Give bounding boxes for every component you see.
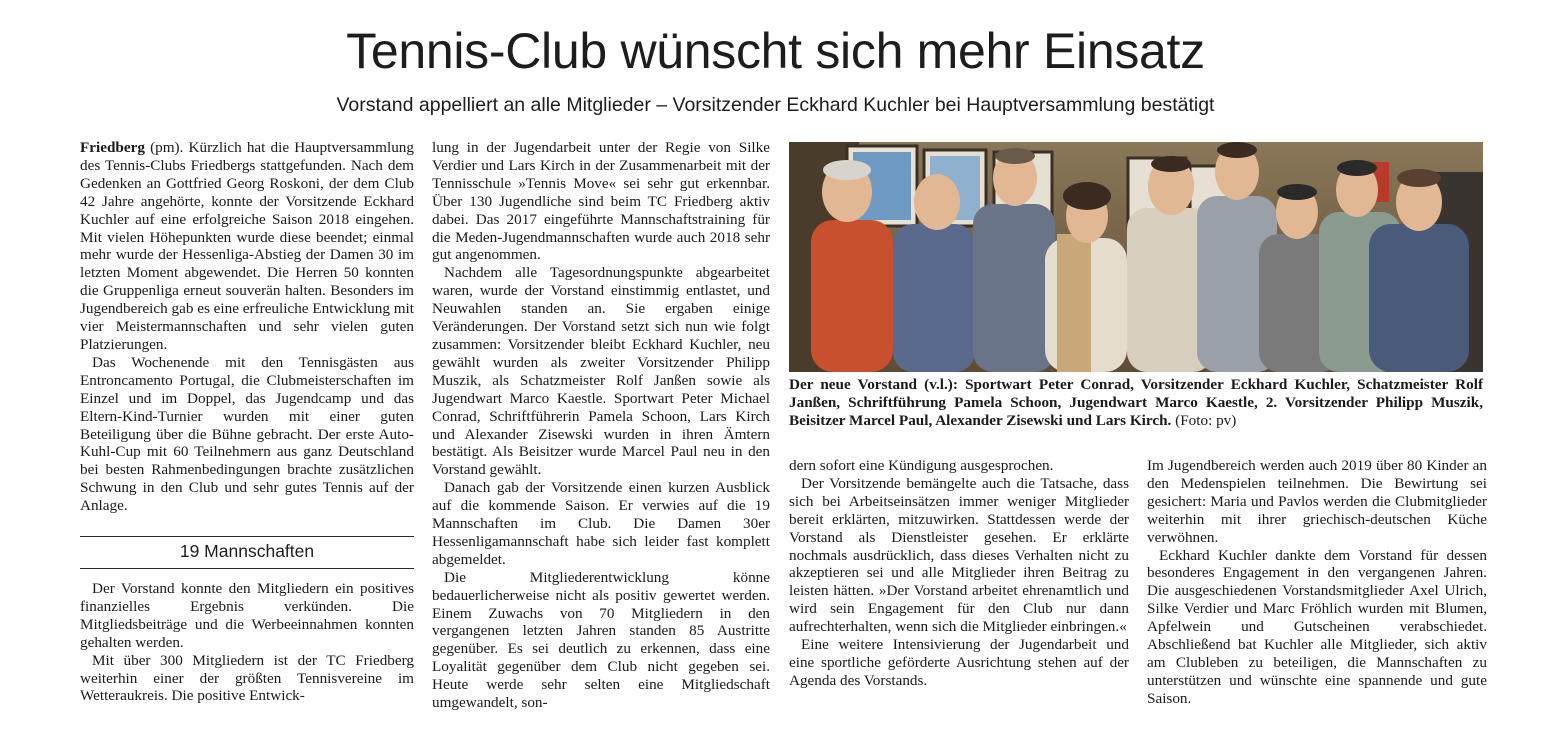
paragraph: lung in der Jugendarbeit unter der Regie von Silke Verdier und Lars Kirch in der Zusammenarbeit mit der Tennisschule »Tennis Move« sei sehr gut erkennbar. Über 130 Jugendliche sind beim TC Friedberg aktiv dabei. Das 2017 eingeführte Mannschaftstraining für die Meden-Jugendmannschaften wurde auch 2018 sehr gut angenommen.: [432, 139, 770, 264]
subheadline: Vorstand appelliert an alle Mitglieder – Vorsitzender Eckhard Kuchler bei Hauptversammlung bestätigt: [336, 94, 1215, 116]
paragraph: Die Mitgliederentwicklung könne bedauerlicherweise nicht als positiv gewertet werden. Einem Zuwachs von 70 Mitgliedern in den vergangenen letzten Jahren standen 85 Austritte gegenüber. Es sei deutlich zu erkennen, dass eine Loyalität gegenüber dem Club nicht gegeben sei. Heute werde sehr selten eine Mitgliedschaft umgewandelt, son-: [432, 568, 770, 712]
paragraph: Im Jugendbereich werden auch 2019 über 80 Kinder an den Medenspielen teilnehmen. Die Bewirtung sei gesichert: Maria und Pavlos werden die Clubmitglieder weiterhin mit ihrer griechisch-deutschen Küche verwöhnen.: [1147, 457, 1487, 546]
paragraph: Der Vorstand konnte den Mitgliedern ein positives finanzielles Ergebnis verkünden. Die Mitgliedsbeiträge und die Werbeeinnahmen konnten gehalten werden.: [80, 580, 414, 651]
paragraph: Der Vorsitzende bemängelte auch die Tatsache, dass sich bei Arbeitseinsätzen immer weniger Mitglieder bereit erklärten, mitzuwirken. Stattdessen werde der Vorstand als Dienstleister gesehen. Er erklärte nochmals ausdrücklich, dass dieses Verhalten nicht zu akzeptieren sei und alle Mitglieder ihren Beitrag zu leisten hätten. »Der Vorstand arbeitet ehrenamtlich und wird sein Engagement für den Club nur dann aufrechterhalten, wenn sich die Mitglieder einbringen.«: [789, 474, 1129, 636]
section-rule: [80, 536, 414, 537]
dateline: Friedberg: [80, 139, 145, 156]
group-photo: [789, 142, 1483, 372]
paragraph: Eckhard Kuchler dankte dem Vorstand für dessen besonderes Engagement in den vergangenen Jahren. Die ausgeschiedenen Vorstandsmitglieder Axel Ulrich, Silke Verdier und Marc Fröhlich wurden mit Blumen, Apfelwein und Gutscheinen verabschiedet. Abschließend bat Kuchler alle Mitglieder, sich aktiv am Clubleben zu beteiligen, die Mannschaften zu unterstützen und wünschte eine spannende und gute Saison.: [1147, 546, 1487, 707]
paragraph: Das Wochenende mit den Tennisgästen aus Entroncamento Portugal, die Clubmeisterschaften im Einzel und im Doppel, das Jugendcamp und das Eltern-Kind-Turnier wurden mit einer guten Beteiligung über die Bühne gebracht. Der erste Auto-Kuhl-Cup mit 60 Teilnehmern aus ganz Deutschland bei besten Rahmenbedingungen brachte zusätzlichen Schwung in den Club und sehr gutes Tennis auf der Anlage.: [80, 353, 414, 515]
paragraph: Mit über 300 Mitgliedern ist der TC Friedberg weiterhin einer der größten Tennisvereine im Wetteraukreis. Die positive Entwick-: [80, 651, 414, 705]
paragraph: dern sofort eine Kündigung ausgesprochen.: [789, 457, 1054, 474]
article-column-3: [789, 457, 1129, 690]
article-column-2: [432, 139, 770, 712]
photo-credit: (Foto: pv): [1175, 411, 1237, 429]
article-column-1-continued: [80, 580, 414, 705]
article-column-4: [1147, 457, 1487, 708]
section-rule: [80, 568, 414, 569]
paragraph-text: (pm). Kürzlich hat die Hauptversammlung des Tennis-Clubs Friedbergs stattgefunden. Nach dem Gedenken an Gottfried Georg Roskoni, der dem Club 42 Jahre angehörte, konnte der Vorsitzende Eckhard Kuchler auf eine erfolgreiche Saison 2018 eingehen. Mit vielen Höhepunkten wurde diese beendet; einmal mehr wurde der Hessenliga-Abstieg der Damen 30 im letzten Moment abgewendet. Die Herren 50 konnten die Gruppenliga erneut souverän halten. Besonders im Jugendbereich gab es eine erfreuliche Entwicklung mit vier Meistermannschaften und sehr vielen guten Platzierungen.: [80, 139, 414, 353]
caption-text: Der neue Vorstand (v.l.): Sportwart Peter Conrad, Vorsitzender Eckhard Kuchler, Schatzmeister Rolf Janßen, Schriftführung Pamela Schoon, Jugendwart Marco Kaestle, 2. Vorsitzender Philipp Muszik, Beisitzer Marcel Paul, Alexander Zisewski und Lars Kirch.: [789, 376, 1483, 429]
paragraph: [80, 139, 414, 354]
paragraph: Nachdem alle Tagesordnungspunkte abgearbeitet waren, wurde der Vorstand einstimmig entlastet, und Neuwahlen standen an. Sie ergaben einige Veränderungen. Der Vorstand setzt sich nun wie folgt zusammen: Vorsitzender bleibt Eckhard Kuchler, neu gewählt wurden als zweiter Vorsitzender Philipp Muszik, als Schatzmeister Rolf Janßen sowie als Jugendwart Marco Kaestle. Sportwart Peter Michael Conrad, Schriftführerin Pamela Schoon, Lars Kirch und Alexander Zisewski wurden in ihren Ämtern bestätigt. Als Beisitzer wurde Marcel Paul neu in den Vorstand gewählt.: [432, 264, 770, 479]
article-column-1: [80, 139, 414, 515]
headline: Tennis-Club wünscht sich mehr Einsatz: [346, 23, 1205, 79]
paragraph: Danach gab der Vorsitzende einen kurzen Ausblick auf die kommende Saison. Er verwies auf die 19 Mannschaften im Club. Die Damen 30er Hessenligamannschaft habe sich leider fast komplett abgemeldet.: [432, 479, 770, 568]
paragraph: Eine weitere Intensivierung der Jugendarbeit und eine sportliche geförderte Ausrichtung stehen auf der Agenda des Vorstands.: [789, 636, 1129, 689]
section-heading: 19 Mannschaften: [179, 541, 315, 561]
photo-caption: [789, 376, 1483, 430]
